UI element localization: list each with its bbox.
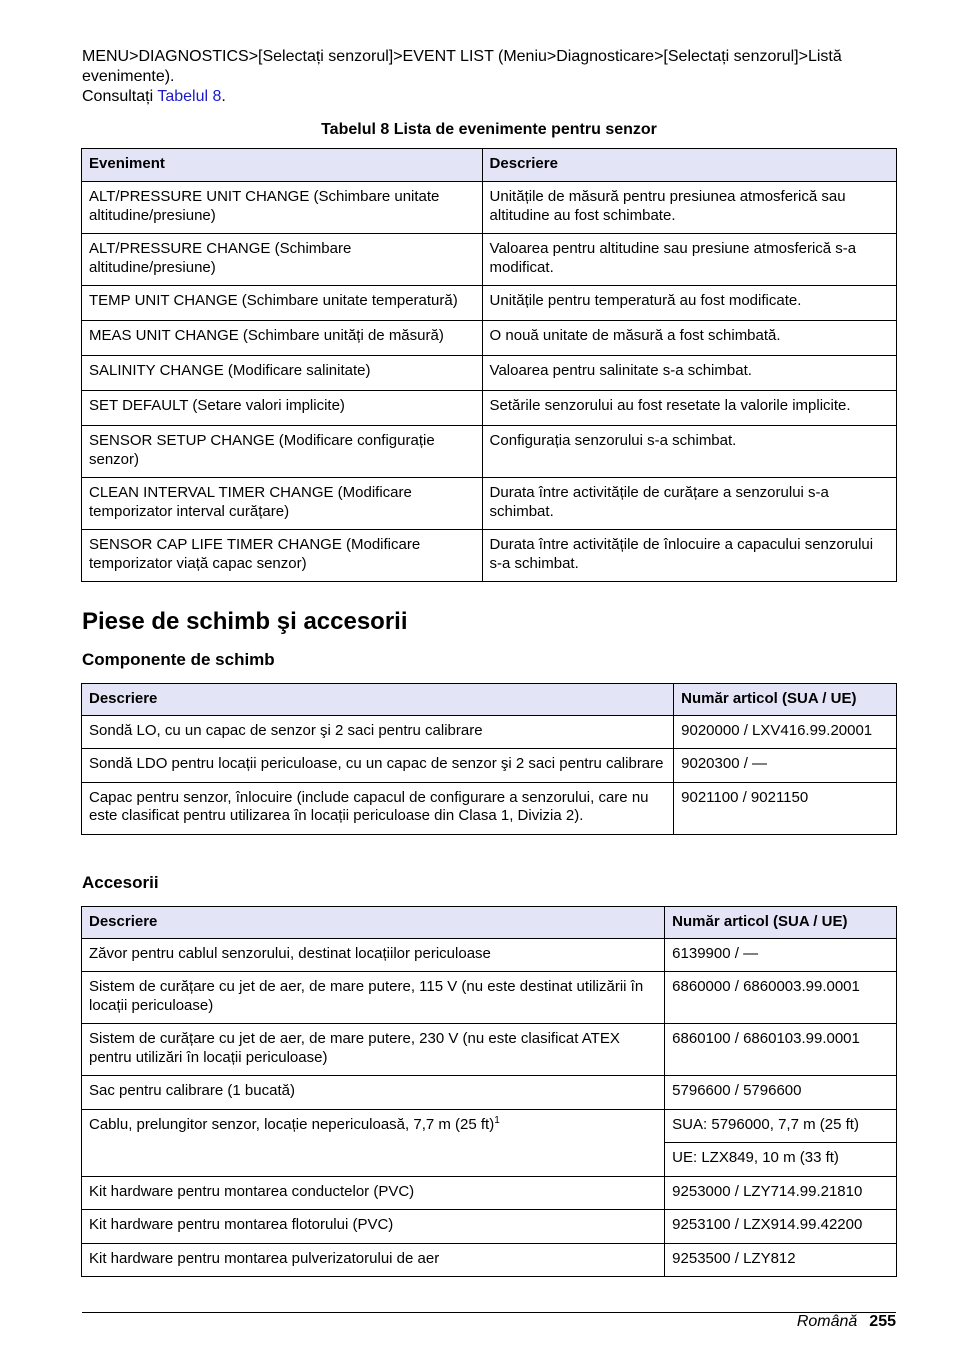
- cell-description: Zăvor pentru cablul senzorului, destinat locațiilor periculoase: [82, 938, 665, 972]
- cell-description: ALT/PRESSURE UNIT CHANGE (Schimbare unitate altitudine/presiune): [82, 182, 483, 234]
- table-row: [82, 749, 897, 783]
- page-number: 255: [869, 1313, 896, 1330]
- cell-value: 5796600 / 5796600: [665, 1076, 897, 1110]
- table-row: [82, 972, 897, 1024]
- cell-description: SET DEFAULT (Setare valori implicite): [82, 391, 483, 426]
- header-event: Eveniment: [82, 149, 483, 182]
- consult-prefix: Consultați: [82, 88, 158, 105]
- table-row: [82, 1243, 897, 1277]
- table-row: [82, 391, 897, 426]
- table-row: [82, 1024, 897, 1076]
- table-row: [82, 356, 897, 391]
- consult-line: [82, 87, 882, 107]
- table-row: [82, 938, 897, 972]
- consult-suffix: .: [221, 88, 226, 105]
- cable-description-cell: [82, 1109, 665, 1176]
- accessories-table: [81, 906, 897, 1277]
- cell-value: 6139900 / —: [665, 938, 897, 972]
- cell-value: 9253500 / LZY812: [665, 1243, 897, 1277]
- table-header-row: [82, 149, 897, 182]
- cell-description: Capac pentru senzor, înlocuire (include capacul de configurare a senzorului, care nu este clasificat pentru utilizarea în locații periculoase din Clasa 1, Divizia 2).: [82, 782, 674, 834]
- cable-description: Cablu, prelungitor senzor, locație nepericuloasă, 7,7 m (25 ft): [89, 1115, 495, 1133]
- table-row: [82, 426, 897, 478]
- table-row: [82, 1176, 897, 1210]
- cell-value: 9020300 / —: [674, 749, 897, 783]
- cell-description: Sistem de curățare cu jet de aer, de mare putere, 230 V (nu este clasificat ATEX pentru utilizări în locații periculoase): [82, 1024, 665, 1076]
- table-row: [82, 286, 897, 321]
- cell-description: SENSOR CAP LIFE TIMER CHANGE (Modificare temporizator viață capac senzor): [82, 530, 483, 582]
- cell-value: Unitățile de măsură pentru presiunea atmosferică sau altitudine au fost schimbate.: [482, 182, 896, 234]
- section-title: Piese de schimb şi accesorii: [82, 608, 408, 635]
- table-header-row: [82, 684, 897, 716]
- cell-value: Valoarea pentru salinitate s-a schimbat.: [482, 356, 896, 391]
- intro-paragraph: [82, 47, 882, 107]
- cell-value: Configurația senzorului s-a schimbat.: [482, 426, 896, 478]
- parts-heading: Componente de schimb: [82, 650, 275, 669]
- cell-value: O nouă unitate de măsură a fost schimbată.: [482, 321, 896, 356]
- table-row: [82, 1076, 897, 1110]
- footer-divider: [82, 1312, 896, 1313]
- cell-value: Durata între activitățile de curățare a senzorului s-a schimbat.: [482, 478, 896, 530]
- table-row: [82, 182, 897, 234]
- cell-description: Sondă LO, cu un capac de senzor şi 2 saci pentru calibrare: [82, 715, 674, 749]
- cell-value: 9020000 / LXV416.99.20001: [674, 715, 897, 749]
- cell-description: Sistem de curățare cu jet de aer, de mare putere, 115 V (nu este destinat utilizării în locații periculoase): [82, 972, 665, 1024]
- table-row: [82, 234, 897, 286]
- table-row: [82, 782, 897, 834]
- footer-language: Română: [796, 1313, 858, 1330]
- footnote-marker: 1: [494, 1114, 500, 1126]
- cable-number-us: SUA: 5796000, 7,7 m (25 ft): [665, 1109, 897, 1143]
- cell-description: ALT/PRESSURE CHANGE (Schimbare altitudine/presiune): [82, 234, 483, 286]
- parts-table: [81, 683, 897, 835]
- cell-description: Kit hardware pentru montarea pulverizatorului de aer: [82, 1243, 665, 1277]
- menu-path-text: MENU>DIAGNOSTICS>[Selectați senzorul]>EVENT LIST (Meniu>Diagnosticare>[Selectați senzorul]>Listă evenimente).: [82, 48, 842, 85]
- header-description: Descriere: [82, 907, 665, 939]
- cable-number-eu: UE: LZX849, 10 m (33 ft): [665, 1143, 897, 1177]
- cell-value: Durata între activitățile de înlocuire a capacului senzorului s-a schimbat.: [482, 530, 896, 582]
- cell-value: Setările senzorului au fost resetate la valorile implicite.: [482, 391, 896, 426]
- cell-value: Unitățile pentru temperatură au fost modificate.: [482, 286, 896, 321]
- table-row: [82, 1109, 897, 1143]
- table-row: [82, 478, 897, 530]
- cell-description: SENSOR SETUP CHANGE (Modificare configurație senzor): [82, 426, 483, 478]
- events-table: [81, 148, 897, 582]
- cell-description: TEMP UNIT CHANGE (Schimbare unitate temperatură): [82, 286, 483, 321]
- cell-value: 9253000 / LZY714.99.21810: [665, 1176, 897, 1210]
- cell-description: MEAS UNIT CHANGE (Schimbare unități de măsură): [82, 321, 483, 356]
- page-footer: [797, 1313, 896, 1331]
- cell-value: 9253100 / LZX914.99.42200: [665, 1210, 897, 1244]
- table-8-link[interactable]: Tabelul 8: [157, 88, 222, 105]
- table-caption: Tabelul 8 Lista de evenimente pentru senzor: [321, 121, 657, 138]
- cell-description: Kit hardware pentru montarea flotorului (PVC): [82, 1210, 665, 1244]
- table-row: [82, 1210, 897, 1244]
- header-article-number: Număr articol (SUA / UE): [674, 684, 897, 716]
- cell-description: Kit hardware pentru montarea conductelor (PVC): [82, 1176, 665, 1210]
- header-description: Descriere: [482, 149, 896, 182]
- table-row: [82, 530, 897, 582]
- cell-description: Sondă LDO pentru locații periculoase, cu un capac de senzor şi 2 saci pentru calibrare: [82, 749, 674, 783]
- cell-value: 9021100 / 9021150: [674, 782, 897, 834]
- cell-value: 6860100 / 6860103.99.0001: [665, 1024, 897, 1076]
- table-header-row: [82, 907, 897, 939]
- cell-description: CLEAN INTERVAL TIMER CHANGE (Modificare temporizator interval curățare): [82, 478, 483, 530]
- header-article-number: Număr articol (SUA / UE): [665, 907, 897, 939]
- header-description: Descriere: [82, 684, 674, 716]
- accessories-heading: Accesorii: [82, 873, 159, 892]
- table-row: [82, 321, 897, 356]
- cell-value: Valoarea pentru altitudine sau presiune atmosferică s-a modificat.: [482, 234, 896, 286]
- table-row: [82, 715, 897, 749]
- cell-value: 6860000 / 6860003.99.0001: [665, 972, 897, 1024]
- cell-description: Sac pentru calibrare (1 bucată): [82, 1076, 665, 1110]
- cell-description: SALINITY CHANGE (Modificare salinitate): [82, 356, 483, 391]
